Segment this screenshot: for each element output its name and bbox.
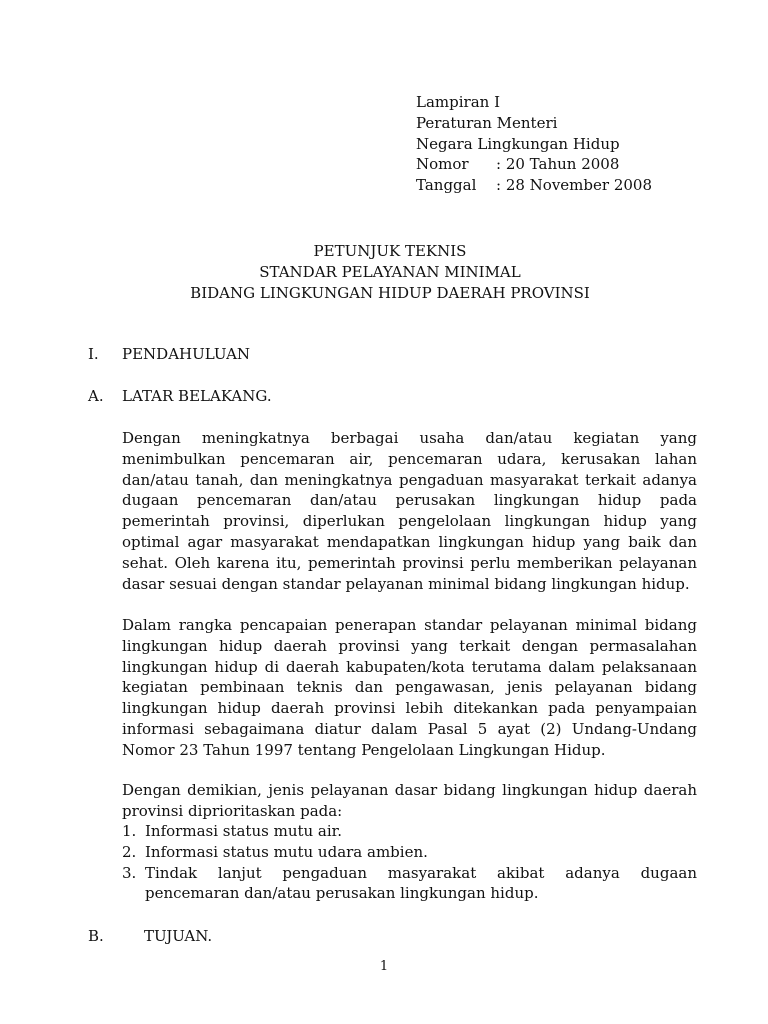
title-line-2: STANDAR PELAYANAN MINIMAL bbox=[259, 262, 521, 281]
list-item-text: Tindak lanjut pengaduan masyarakat akibat adanya dugaan pencemaran dan/atau perusakan lingkungan hidup. bbox=[145, 863, 697, 903]
attachment-line-3: Negara Lingkungan Hidup bbox=[416, 134, 620, 153]
attachment-tanggal-row bbox=[416, 175, 746, 196]
paragraph-3: Dengan demikian, jenis pelayanan dasar bidang lingkungan hidup daerah provinsi diprioritaskan pada: bbox=[122, 781, 697, 820]
list-item bbox=[122, 821, 697, 842]
chapter-title: PENDAHULUAN bbox=[122, 345, 251, 363]
paragraph-2: Dalam rangka pencapaian penerapan standar pelayanan minimal bidang lingkungan hidup daerah provinsi yang terkait dengan permasalahan lingkungan hidup di daerah kabupaten/kota terutama dalam pelaksanaan kegiatan pembinaan teknis dan pengawasan, jenis pelayanan bidang lingkungan hidup daerah provinsi lebih ditekankan pada penyampaian informasi sebagaimana diatur dalam Pasal 5 ayat (2) Undang-Undang Nomor 23 Tahun 1997 tentang Pengelolaan Lingkungan Hidup. bbox=[122, 616, 697, 759]
chapter-number: I. bbox=[88, 345, 99, 363]
tanggal-value: : 28 November 2008 bbox=[496, 176, 652, 195]
list-item bbox=[122, 842, 697, 863]
section-b-number: B. bbox=[88, 927, 104, 945]
section-b-title: TUJUAN. bbox=[144, 927, 213, 945]
list-item-text: Informasi status mutu udara ambien. bbox=[145, 842, 428, 861]
list-item bbox=[122, 863, 697, 905]
tanggal-label: Tanggal bbox=[416, 176, 477, 195]
section-b-heading bbox=[88, 926, 212, 947]
section-a-number: A. bbox=[88, 387, 104, 405]
paragraph-1: Dengan meningkatnya berbagai usaha dan/atau kegiatan yang menimbulkan pencemaran air, pencemaran udara, kerusakan lahan dan/atau tanah, dan meningkatnya pengaduan masyarakat terkait adanya dugaan pencemaran dan/atau perusakan lingkungan hidup pada pemerintah provinsi, diperlukan pengelolaan lingkungan hidup yang optimal agar masyarakat mendapatkan lingkungan hidup yang baik dan sehat. Oleh karena itu, pemerintah provinsi perlu memberikan pelayanan dasar sesuai dengan standar pelayanan minimal bidang lingkungan hidup. bbox=[122, 429, 697, 593]
document-title bbox=[90, 241, 690, 303]
attachment-nomor-row bbox=[416, 154, 746, 175]
list-item-number: 1. bbox=[122, 822, 137, 840]
list-item-text: Informasi status mutu air. bbox=[145, 822, 342, 840]
title-line-3: BIDANG LINGKUNGAN HIDUP DAERAH PROVINSI bbox=[190, 283, 590, 302]
nomor-label: Nomor bbox=[416, 155, 469, 174]
nomor-value: : 20 Tahun 2008 bbox=[496, 155, 620, 174]
chapter-heading bbox=[88, 344, 250, 365]
attachment-line-2: Peraturan Menteri bbox=[416, 113, 558, 132]
attachment-header bbox=[416, 92, 746, 196]
section-a-heading bbox=[88, 386, 272, 407]
page-number: 1 bbox=[379, 959, 389, 974]
list-item-number: 2. bbox=[122, 842, 137, 861]
list-item-number: 3. bbox=[122, 863, 137, 882]
priority-list bbox=[122, 821, 697, 904]
section-a-title: LATAR BELAKANG. bbox=[122, 387, 272, 405]
attachment-line-1: Lampiran I bbox=[416, 93, 500, 111]
title-line-1: PETUNJUK TEKNIS bbox=[313, 242, 467, 260]
